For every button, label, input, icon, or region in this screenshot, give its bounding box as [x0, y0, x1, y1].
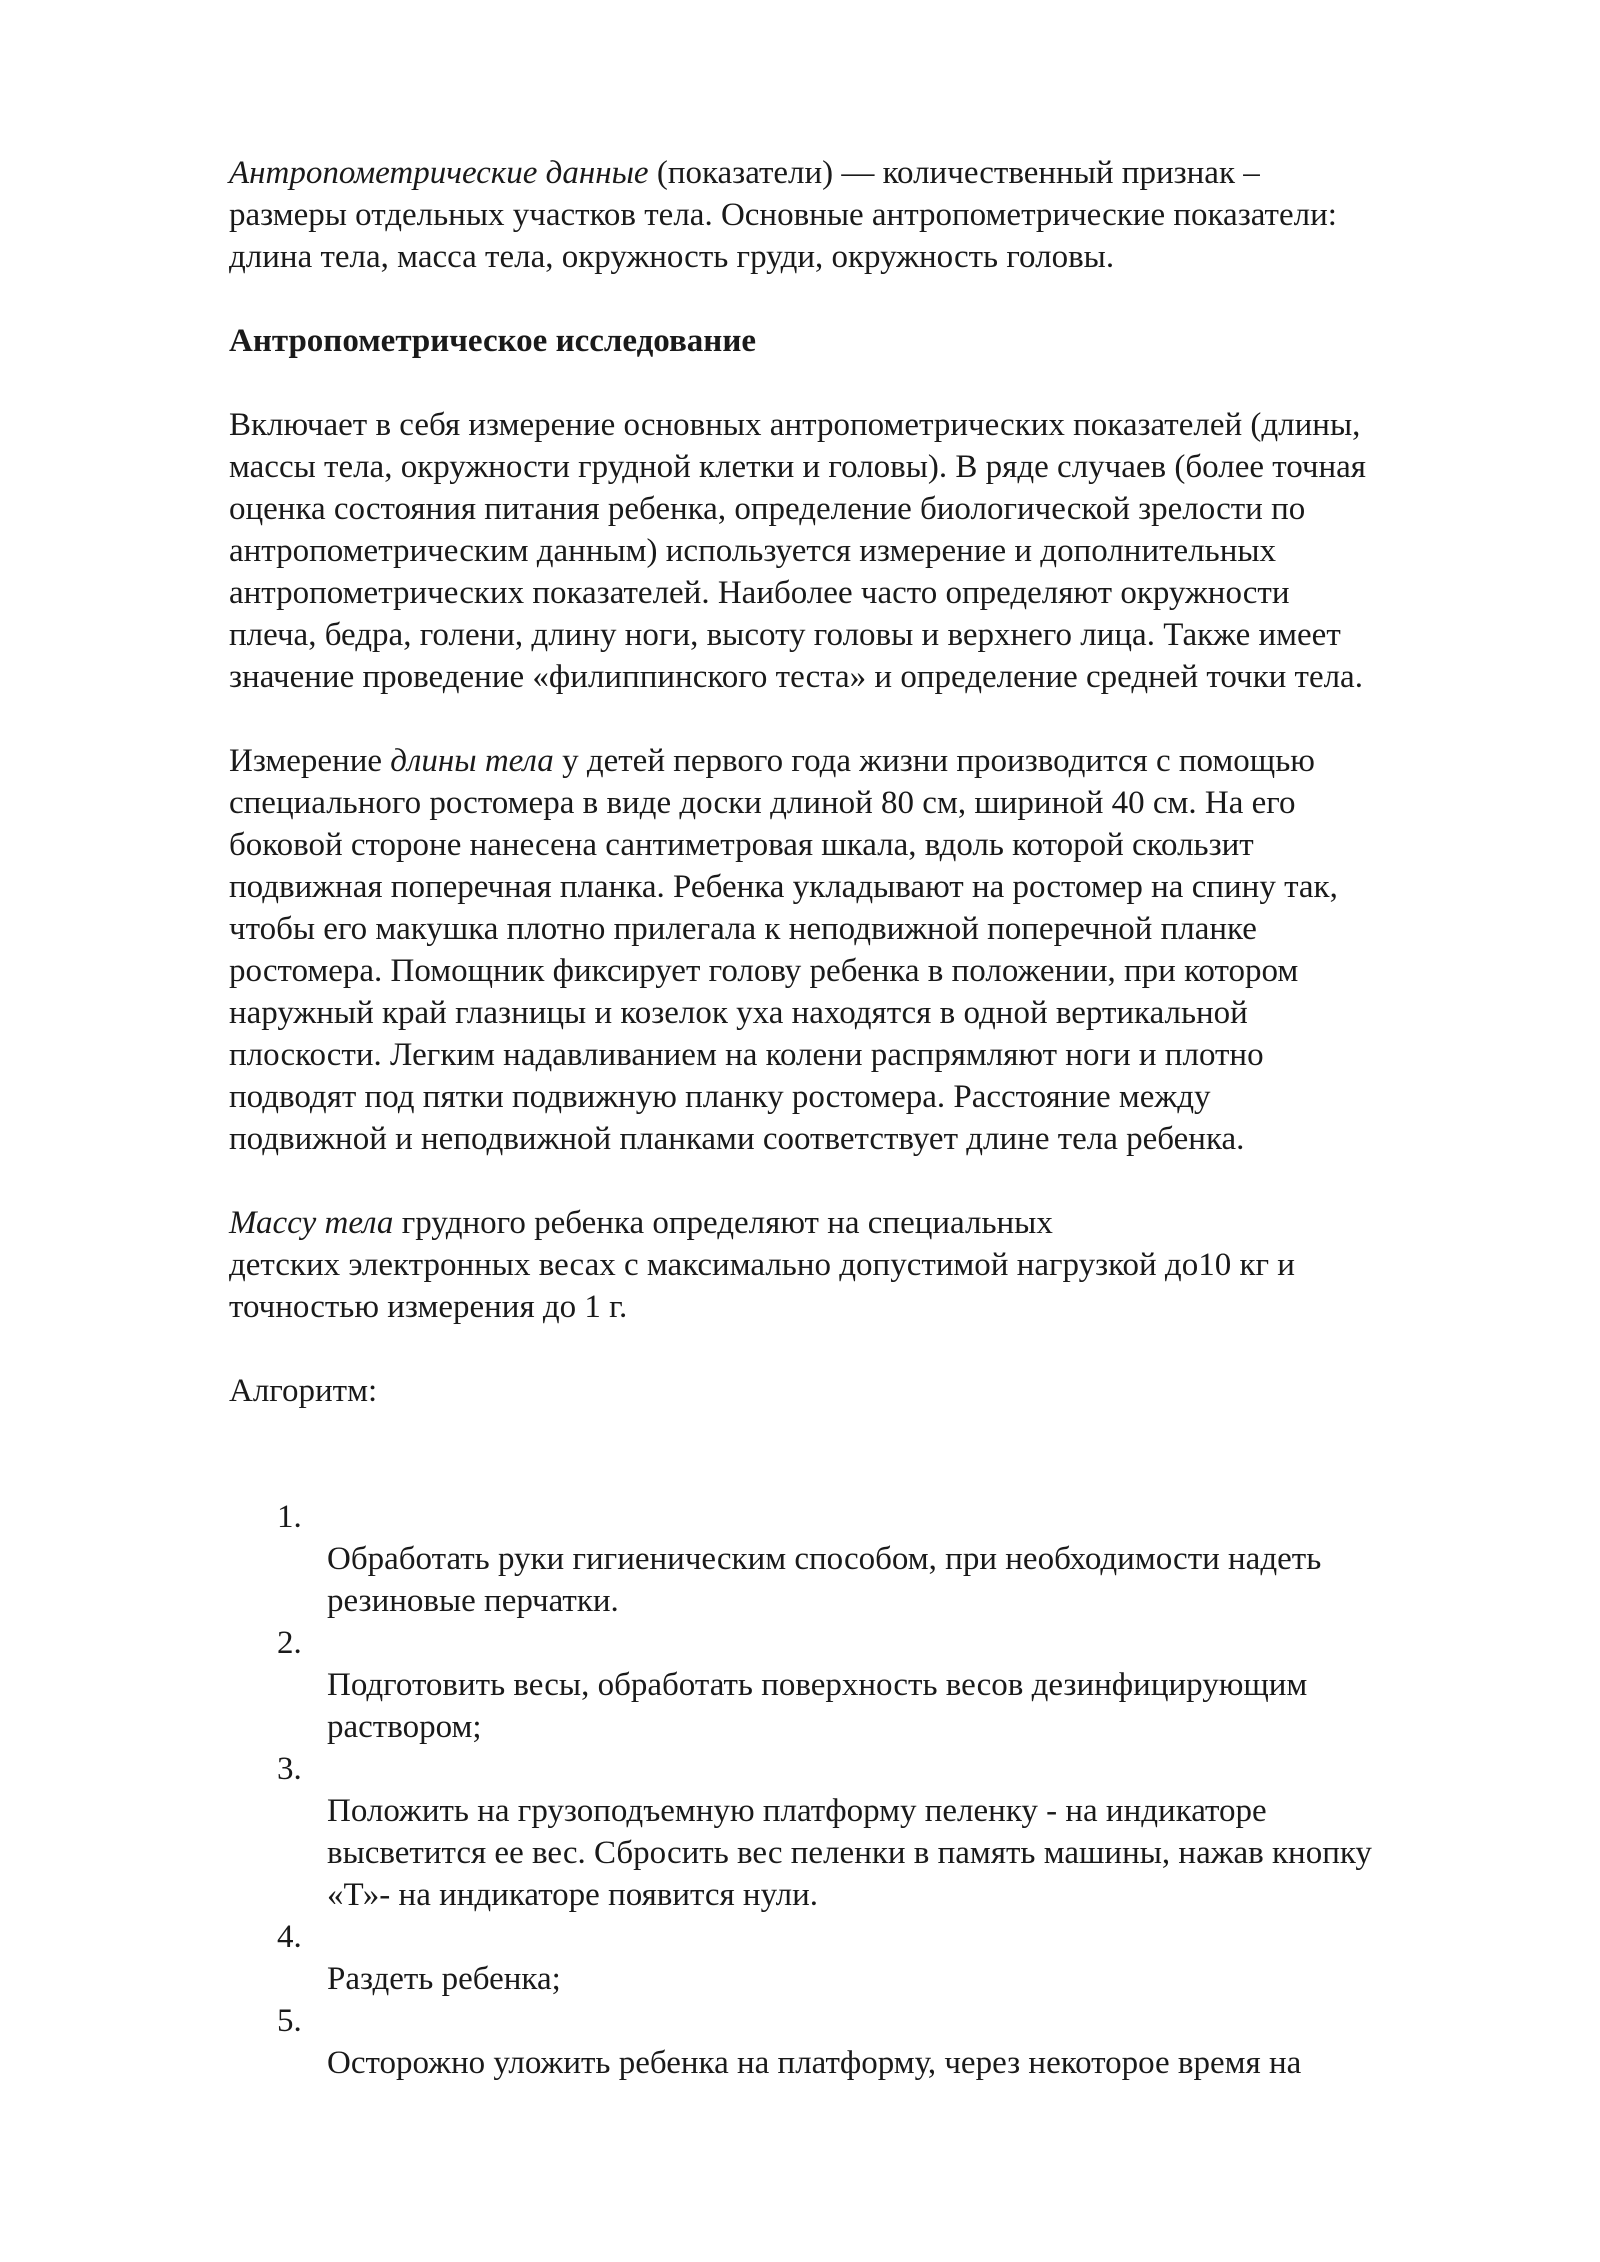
- algorithm-steps: [229, 1496, 1529, 2084]
- step-number: 5.: [277, 2003, 302, 2039]
- algorithm-label: Алгоритм:: [229, 1373, 378, 1409]
- section-heading: Антропометрическое исследование: [229, 323, 756, 359]
- list-item: 3. Положить на грузоподъемную платформу пеленку - на индикаторе высветится ее вес. Сбросить вес пеленки в память машины, нажав кнопку «Т»- на индикаторе появится нули.: [229, 1748, 1529, 1916]
- document-page: [229, 152, 1529, 2084]
- paragraph-body-length: Измерение длины тела у детей первого года жизни производится с помощью специального ростомера в виде доски длиной 80 см, шириной 40 см. На его боковой стороне нанесена сантиметровая шкала, вдоль которой скользит подвижная поперечная планка. Ребенка укладывают на ростомер на спину так, чтобы его макушка плотно прилегала к неподвижной поперечной планке ростомера. Помощник фиксирует голову ребенка в положении, при котором наружный край глазницы и козелок уха находятся в одной вертикальной плоскости. Легким надавливанием на колени распрямляют ноги и плотно подводят под пятки подвижную планку ростомера. Расстояние между подвижной и неподвижной планками соответствует длине тела ребенка.: [229, 743, 1338, 1157]
- step-number: 2.: [277, 1625, 302, 1661]
- paragraph-study: Включает в себя измерение основных антропометрических показателей (длины, массы тела, окружности грудной клетки и головы). В ряде случаев (более точная оценка состояния питания ребенка, определение биологической зрелости по антропометрическим данным) используется измерение и дополнительных антропометрических показателей. Наиболее часто определяют окружности плеча, бедра, голени, длину ноги, высоту головы и верхнего лица. Также имеет значение проведение «филиппинского теста» и определение средней точки тела.: [229, 407, 1366, 695]
- step-number: 4.: [277, 1919, 302, 1955]
- list-item: 2. Подготовить весы, обработать поверхность весов дезинфицирующим раствором;: [229, 1622, 1529, 1748]
- term-body-mass: Массу тела: [229, 1205, 394, 1241]
- list-item: 1. Обработать руки гигиеническим способом, при необходимости надеть резиновые перчатки.: [229, 1496, 1529, 1622]
- paragraph-body-mass: Массу тела грудного ребенка определяют на специальных детских электронных весах с максимально допустимой нагрузкой до10 кг и точностью измерения до 1 г.: [229, 1205, 1295, 1325]
- paragraph-definition: Антропометрические данные (показатели) — количественный признак – размеры отдельных участков тела. Основные антропометрические показатели: длина тела, масса тела, окружность груди, окружность головы.: [229, 155, 1337, 275]
- term-anthropometric-data: Антропометрические данные: [229, 155, 649, 191]
- list-item: 5. Осторожно уложить ребенка на платформу, через некоторое время на: [229, 2000, 1529, 2084]
- term-body-length: длины тела: [390, 743, 554, 779]
- step-number: 1.: [277, 1499, 302, 1535]
- list-item: 4. Раздеть ребенка;: [229, 1916, 1529, 2000]
- step-number: 3.: [277, 1751, 302, 1787]
